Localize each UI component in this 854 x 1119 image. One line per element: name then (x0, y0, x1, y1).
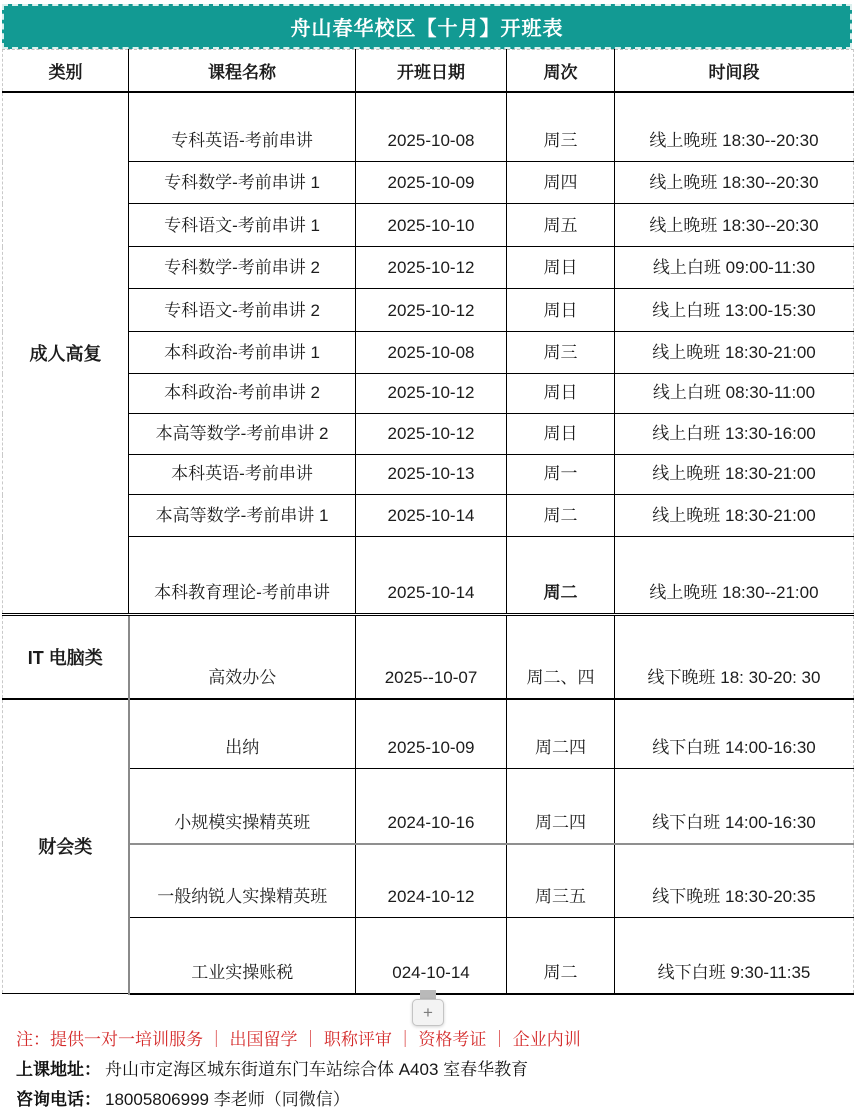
date-cell: 2025-10-14 (356, 495, 507, 537)
course-cell: 本科政治-考前串讲 2 (129, 374, 356, 414)
date-cell: 2025-10-14 (356, 537, 507, 615)
column-header-course: 课程名称 (129, 50, 356, 92)
address-label: 上课地址： (16, 1059, 101, 1079)
weekday-cell: 周二四 (507, 699, 615, 769)
weekday-cell: 周日 (507, 374, 615, 414)
timeslot-cell: 线上白班 09:00-11:30 (615, 247, 854, 289)
category-cell: 财会类 (3, 699, 129, 994)
weekday-cell: 周一 (507, 455, 615, 495)
plus-control (411, 990, 445, 1026)
course-cell: 专科语文-考前串讲 1 (129, 204, 356, 247)
course-cell: 工业实操账税 (129, 918, 356, 994)
course-cell: 本科政治-考前串讲 1 (129, 332, 356, 374)
column-header-category: 类别 (3, 50, 129, 92)
date-cell: 2025-10-12 (356, 374, 507, 414)
course-cell: 专科英语-考前串讲 (129, 92, 356, 162)
course-cell: 本科教育理论-考前串讲 (129, 537, 356, 615)
date-cell: 2025-10-10 (356, 204, 507, 247)
phone-line (16, 1085, 854, 1115)
weekday-cell: 周二 (507, 537, 615, 615)
column-header-timeslot: 时间段 (615, 50, 854, 92)
date-cell: 2024-10-16 (356, 769, 507, 844)
date-cell: 2025-10-08 (356, 332, 507, 374)
timeslot-cell: 线上晚班 18:30-21:00 (615, 495, 854, 537)
timeslot-cell: 线上晚班 18:30--20:30 (615, 162, 854, 204)
date-cell: 2025--10-07 (356, 615, 507, 699)
course-cell: 一般纳锐人实操精英班 (129, 844, 356, 918)
table-row (3, 495, 854, 537)
services-note: 注：提供一对一培训服务 ｜ 出国留学 ｜ 职称评审 ｜ 资格考证 ｜ 企业内训 (16, 1029, 581, 1049)
footer-notes (16, 1025, 854, 1115)
page-title: 舟山春华校区【十月】开班表 (290, 18, 564, 40)
course-cell: 出纳 (129, 699, 356, 769)
table-row (3, 332, 854, 374)
table-row (3, 615, 854, 699)
date-cell: 2025-10-12 (356, 247, 507, 289)
weekday-cell: 周日 (507, 247, 615, 289)
date-cell: 2025-10-13 (356, 455, 507, 495)
weekday-cell: 周五 (507, 204, 615, 247)
weekday-cell: 周四 (507, 162, 615, 204)
course-cell: 本科英语-考前串讲 (129, 455, 356, 495)
category-cell: 成人高复 (3, 92, 129, 615)
table-row (3, 455, 854, 495)
weekday-cell: 周二 (507, 918, 615, 994)
timeslot-cell: 线上晚班 18:30--20:30 (615, 204, 854, 247)
weekday-cell: 周二 (507, 495, 615, 537)
table-row (3, 918, 854, 994)
timeslot-cell: 线下晚班 18:30-20:35 (615, 844, 854, 918)
address-line (16, 1055, 854, 1085)
course-cell: 本高等数学-考前串讲 2 (129, 414, 356, 455)
plus-icon[interactable]: + (412, 999, 444, 1026)
weekday-cell: 周日 (507, 289, 615, 332)
date-cell: 2025-10-09 (356, 162, 507, 204)
weekday-cell: 周日 (507, 414, 615, 455)
table-row (3, 247, 854, 289)
course-cell: 专科语文-考前串讲 2 (129, 289, 356, 332)
timeslot-cell: 线上白班 13:00-15:30 (615, 289, 854, 332)
weekday-cell: 周三五 (507, 844, 615, 918)
timeslot-cell: 线上晚班 18:30--21:00 (615, 537, 854, 615)
date-cell: 2025-10-12 (356, 289, 507, 332)
header-row (3, 50, 854, 92)
course-cell: 专科数学-考前串讲 1 (129, 162, 356, 204)
date-cell: 2025-10-09 (356, 699, 507, 769)
timeslot-cell: 线下晚班 18: 30-20: 30 (615, 615, 854, 699)
address-value: 舟山市定海区城东街道东门车站综合体 A403 室春华教育 (105, 1059, 529, 1079)
schedule-table-body (3, 92, 854, 994)
timeslot-cell: 线上晚班 18:30-21:00 (615, 332, 854, 374)
weekday-cell: 周三 (507, 332, 615, 374)
timeslot-cell: 线上晚班 18:30--20:30 (615, 92, 854, 162)
timeslot-cell: 线下白班 14:00-16:30 (615, 769, 854, 844)
phone-value: 18005806999 李老师（同微信） (105, 1089, 350, 1109)
table-row (3, 92, 854, 162)
table-row (3, 162, 854, 204)
weekday-cell: 周二、四 (507, 615, 615, 699)
table-row (3, 374, 854, 414)
table-row (3, 844, 854, 918)
column-header-date: 开班日期 (356, 50, 507, 92)
timeslot-cell: 线下白班 14:00-16:30 (615, 699, 854, 769)
table-row (3, 289, 854, 332)
course-cell: 专科数学-考前串讲 2 (129, 247, 356, 289)
column-header-weekday: 周次 (507, 50, 615, 92)
timeslot-cell: 线上白班 08:30-11:00 (615, 374, 854, 414)
timeslot-cell: 线上白班 13:30-16:00 (615, 414, 854, 455)
table-title-banner (2, 4, 852, 49)
weekday-cell: 周二四 (507, 769, 615, 844)
table-row (3, 769, 854, 844)
table-row (3, 204, 854, 247)
table-row (3, 537, 854, 615)
timeslot-cell: 线下白班 9:30-11:35 (615, 918, 854, 994)
table-row (3, 699, 854, 769)
date-cell: 024-10-14 (356, 918, 507, 994)
date-cell: 2025-10-08 (356, 92, 507, 162)
table-row (3, 414, 854, 455)
phone-label: 咨询电话： (16, 1089, 101, 1109)
course-cell: 本高等数学-考前串讲 1 (129, 495, 356, 537)
course-cell: 高效办公 (129, 615, 356, 699)
category-cell: IT 电脑类 (3, 615, 129, 699)
schedule-table (2, 49, 854, 995)
weekday-cell: 周三 (507, 92, 615, 162)
timeslot-cell: 线上晚班 18:30-21:00 (615, 455, 854, 495)
date-cell: 2024-10-12 (356, 844, 507, 918)
schedule-sheet (0, 4, 854, 1115)
course-cell: 小规模实操精英班 (129, 769, 356, 844)
date-cell: 2025-10-12 (356, 414, 507, 455)
